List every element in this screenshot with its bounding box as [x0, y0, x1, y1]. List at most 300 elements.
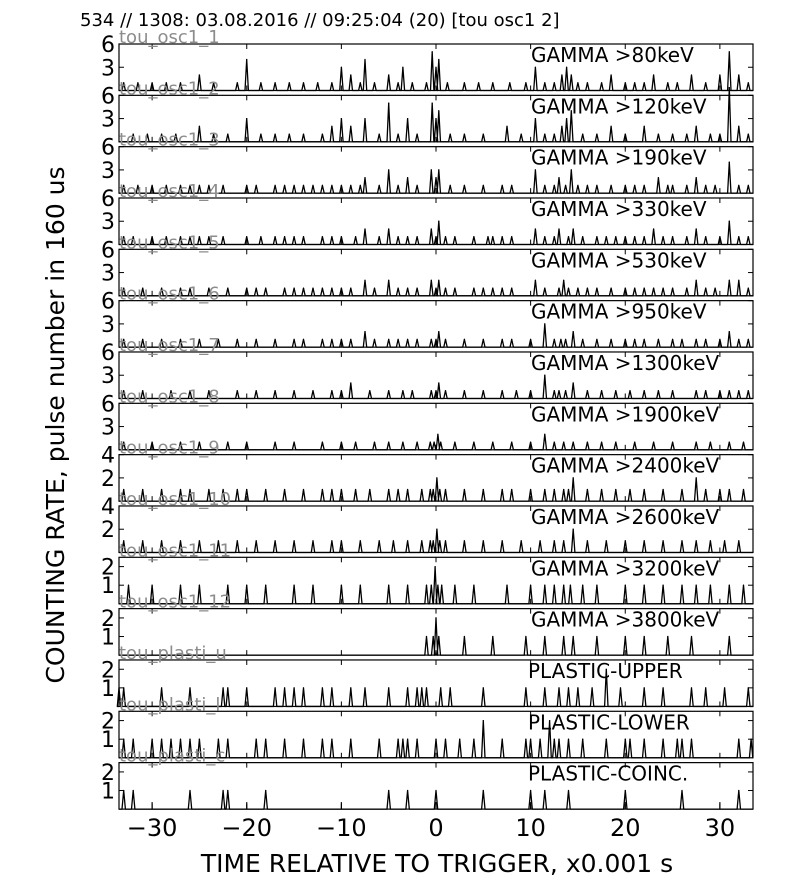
spike-tou_osc1_6-35 — [582, 339, 583, 340]
spike-tou_osc1_1-36 — [554, 82, 555, 83]
spike-tou_osc1_2-20 — [407, 118, 408, 119]
y-tick-label-tou_osc1_11-1: 2 — [101, 555, 115, 581]
spike-tou_osc1_7-25 — [530, 390, 531, 391]
spike-tou_osc1_5-21 — [398, 288, 399, 289]
spike-tou_osc1_3-54 — [715, 185, 716, 186]
spike-tou_osc1_11-31 — [681, 585, 682, 586]
spike-tou_osc1_10-8 — [275, 540, 276, 541]
spike-tou_osc1_1-46 — [644, 82, 645, 83]
spike-tou_plasti_c-10 — [530, 790, 531, 791]
spike-tou_osc1_1-16 — [350, 74, 351, 75]
channel-name-tou_osc1_3: tou_osc1_3 — [119, 129, 220, 151]
y-tick-label-tou_osc1_7-0: 3 — [101, 364, 115, 390]
spike-tou_osc1_10-14 — [379, 540, 380, 541]
spike-tou_plasti_l-2 — [152, 739, 153, 740]
spike-tou_osc1_12-13 — [667, 636, 668, 637]
spike-tou_osc1_4-37 — [554, 236, 555, 237]
panel-label-tou_osc1_2: GAMMA >120keV — [531, 94, 707, 119]
spike-tou_plasti_u-4 — [223, 687, 224, 688]
spike-tou_osc1_3-57 — [748, 185, 749, 186]
spike-tou_osc1_9-30 — [530, 489, 531, 490]
spike-tou_osc1_5-30 — [483, 288, 484, 289]
spike-tou_osc1_2-23 — [435, 118, 436, 119]
spike-tou_osc1_4-9 — [246, 236, 247, 237]
spike-tou_osc1_12-0 — [426, 636, 427, 637]
spike-tou_plasti_u-14 — [364, 687, 365, 688]
spike-tou_osc1_3-51 — [686, 185, 687, 186]
y-tick-label-tou_plasti_u-0: 1 — [101, 676, 115, 702]
spike-tou_osc1_2-15 — [350, 126, 351, 127]
spike-tou_osc1_8-17 — [437, 434, 438, 435]
y-tick-label-tou_plasti_l-1: 2 — [101, 709, 115, 735]
spike-tou_osc1_5-36 — [558, 288, 559, 289]
spike-tou_osc1_1-37 — [561, 74, 562, 75]
spike-tou_osc1_2-29 — [521, 134, 522, 135]
spike-tou_osc1_2-28 — [506, 126, 507, 127]
spike-tou_plasti_l-34 — [568, 739, 569, 740]
spike-tou_plasti_l-7 — [199, 739, 200, 740]
spike-tou_osc1_9-37 — [601, 489, 602, 490]
spike-tou_osc1_7-11 — [341, 390, 342, 391]
spike-tou_osc1_9-25 — [445, 489, 446, 490]
spike-tou_osc1_11-20 — [506, 585, 507, 586]
spike-tou_plasti_l-12 — [284, 739, 285, 740]
spike-tou_osc1_4-55 — [729, 221, 730, 222]
spike-tou_osc1_2-36 — [582, 134, 583, 135]
spike-tou_osc1_5-47 — [663, 288, 664, 289]
spike-tou_osc1_9-26 — [464, 489, 465, 490]
spike-tou_osc1_7-37 — [672, 390, 673, 391]
spike-tou_osc1_3-10 — [256, 185, 257, 186]
spike-tou_osc1_4-12 — [284, 236, 285, 237]
spike-tou_osc1_3-12 — [284, 185, 285, 186]
spike-tou_osc1_6-49 — [748, 339, 749, 340]
spike-tou_osc1_1-39 — [571, 74, 572, 75]
spike-tou_osc1_5-18 — [364, 280, 365, 281]
spike-tou_osc1_1-8 — [246, 59, 247, 60]
spike-tou_plasti_u-26 — [568, 687, 569, 688]
spike-tou_osc1_4-14 — [303, 236, 304, 237]
spike-tou_osc1_1-17 — [360, 82, 361, 83]
spike-tou_plasti_u-24 — [544, 687, 545, 688]
spike-tou_osc1_1-48 — [667, 82, 668, 83]
spike-tou_osc1_6-36 — [596, 339, 597, 340]
spike-tou_osc1_3-11 — [275, 185, 276, 186]
spike-tou_plasti_l-8 — [218, 739, 219, 740]
spike-tou_osc1_12-9 — [573, 636, 574, 637]
spike-tou_osc1_11-27 — [596, 585, 597, 586]
spike-tou_plasti_l-36 — [606, 739, 607, 740]
spike-tou_osc1_6-46 — [719, 339, 720, 340]
spike-tou_osc1_9-42 — [681, 489, 682, 490]
y-tick-label-tou_plasti_c-0: 1 — [101, 779, 115, 805]
spike-tou_osc1_9-14 — [341, 489, 342, 490]
spike-tou_osc1_4-10 — [260, 236, 261, 237]
spike-tou_osc1_3-46 — [634, 185, 635, 186]
spike-tou_osc1_1-12 — [303, 82, 304, 83]
spike-tou_osc1_5-32 — [502, 288, 503, 289]
spike-tou_osc1_1-49 — [677, 82, 678, 83]
x-tick-label-4: 10 — [515, 814, 546, 843]
spike-tou_osc1_4-29 — [454, 236, 455, 237]
spike-tou_osc1_4-39 — [568, 236, 569, 237]
spike-tou_plasti_u-13 — [350, 687, 351, 688]
spike-tou_plasti_c-9 — [483, 790, 484, 791]
spike-tou_plasti_l-41 — [677, 739, 678, 740]
spike-tou_osc1_11-21 — [530, 585, 531, 586]
spike-tou_osc1_9-45 — [719, 489, 720, 490]
spike-tou_osc1_6-45 — [705, 339, 706, 340]
spike-tou_plasti_l-32 — [554, 739, 555, 740]
spike-tou_osc1_6-18 — [398, 339, 399, 340]
spike-tou_osc1_11-19 — [473, 585, 474, 586]
spike-tou_osc1_10-10 — [312, 540, 313, 541]
spike-tou_osc1_4-40 — [573, 228, 574, 229]
spike-tou_osc1_11-28 — [625, 585, 626, 586]
spike-tou_osc1_2-46 — [719, 134, 720, 135]
spike-tou_osc1_2-6 — [227, 134, 228, 135]
spike-tou_plasti_u-22 — [483, 687, 484, 688]
spike-tou_osc1_2-39 — [625, 134, 626, 135]
spike-tou_plasti_u-7 — [275, 687, 276, 688]
spike-tou_osc1_5-40 — [587, 288, 588, 289]
spike-tou_plasti_u-18 — [421, 687, 422, 688]
spike-tou_osc1_12-5 — [492, 636, 493, 637]
spike-tou_osc1_4-17 — [341, 236, 342, 237]
spike-tou_osc1_4-44 — [615, 236, 616, 237]
spike-tou_osc1_2-14 — [341, 118, 342, 119]
spike-tou_osc1_9-11 — [303, 489, 304, 490]
spike-tou_osc1_1-10 — [275, 82, 276, 83]
spike-tou_osc1_9-29 — [511, 489, 512, 490]
spike-tou_osc1_10-6 — [237, 540, 238, 541]
spike-tou_osc1_7-17 — [431, 390, 432, 391]
spike-tou_plasti_u-8 — [284, 687, 285, 688]
spike-tou_plasti_u-20 — [440, 687, 441, 688]
spike-tou_osc1_1-19 — [374, 82, 375, 83]
spike-tou_osc1_6-15 — [364, 331, 365, 332]
spike-tou_osc1_6-14 — [350, 339, 351, 340]
y-tick-label-tou_osc1_2-0: 3 — [101, 107, 115, 133]
spike-tou_osc1_11-6 — [265, 585, 266, 586]
spike-tou_osc1_5-9 — [265, 288, 266, 289]
spike-tou_plasti_l-1 — [133, 739, 134, 740]
channel-name-tou_osc1_9: tou_osc1_9 — [119, 437, 220, 459]
spike-tou_osc1_2-37 — [596, 134, 597, 135]
spike-tou_osc1_7-9 — [312, 390, 313, 391]
spike-tou_plasti_c-5 — [265, 790, 266, 791]
spike-tou_osc1_2-10 — [289, 134, 290, 135]
spike-tou_osc1_4-13 — [294, 236, 295, 237]
y-tick-label-tou_osc1_9-1: 4 — [101, 443, 115, 469]
y-tick-label-tou_osc1_6-0: 3 — [101, 312, 115, 338]
y-tick-label-tou_plasti_l-0: 1 — [101, 728, 115, 754]
panel-stack — [101, 27, 753, 809]
spike-tou_osc1_11-8 — [312, 585, 313, 586]
spike-tou_osc1_5-46 — [653, 288, 654, 289]
spike-tou_osc1_10-23 — [464, 540, 465, 541]
spike-tou_osc1_5-31 — [492, 288, 493, 289]
x-tick-label-5: 20 — [609, 814, 641, 843]
spike-tou_osc1_5-15 — [331, 288, 332, 289]
spike-tou_osc1_8-37 — [743, 442, 744, 443]
spike-tou_osc1_3-47 — [644, 185, 645, 186]
spike-tou_osc1_7-21 — [464, 390, 465, 391]
spike-tou_osc1_1-45 — [634, 82, 635, 83]
channel-name-tou_osc1_12: tou_osc1_12 — [119, 591, 232, 613]
spike-tou_osc1_2-38 — [611, 126, 612, 127]
spike-tou_osc1_4-30 — [473, 236, 474, 237]
spike-tou_osc1_4-23 — [407, 236, 408, 237]
spike-tou_osc1_8-7 — [294, 442, 295, 443]
spike-tou_plasti_u-10 — [303, 687, 304, 688]
spike-tou_osc1_6-26 — [483, 339, 484, 340]
spike-tou_osc1_6-8 — [275, 339, 276, 340]
spike-tou_osc1_12-10 — [596, 636, 597, 637]
spike-tou_osc1_10-16 — [407, 540, 408, 541]
spike-tou_osc1_10-20 — [436, 529, 437, 530]
spike-tou_osc1_11-17 — [441, 585, 442, 586]
spike-tou_plasti_l-35 — [582, 739, 583, 740]
spike-tou_osc1_1-28 — [447, 82, 448, 83]
spike-tou_osc1_6-32 — [560, 339, 561, 340]
spike-tou_plasti_l-27 — [502, 739, 503, 740]
spike-tou_plasti_l-13 — [303, 739, 304, 740]
spike-tou_plasti_u-12 — [331, 687, 332, 688]
spike-tou_osc1_4-51 — [686, 236, 687, 237]
spike-tou_osc1_10-33 — [625, 540, 626, 541]
spike-tou_osc1_4-34 — [511, 236, 512, 237]
spike-tou_osc1_11-12 — [407, 585, 408, 586]
spike-tou_osc1_1-53 — [729, 51, 730, 52]
spike-tou_osc1_1-21 — [398, 82, 399, 83]
spike-tou_plasti_u-6 — [246, 687, 247, 688]
spike-tou_osc1_7-12 — [350, 382, 351, 383]
spike-tou_plasti_c-6 — [388, 790, 389, 791]
spike-tou_osc1_6-12 — [331, 339, 332, 340]
spike-tou_osc1_5-7 — [246, 288, 247, 289]
spike-tou_osc1_5-44 — [634, 288, 635, 289]
y-tick-label-tou_plasti_u-1: 2 — [101, 658, 115, 684]
spike-tou_osc1_5-39 — [577, 288, 578, 289]
channel-name-tou_osc1_5: tou_osc1_5 — [119, 232, 220, 254]
spike-tou_plasti_c-3 — [223, 790, 224, 791]
spike-tou_osc1_8-26 — [563, 442, 564, 443]
spike-tou_osc1_5-52 — [715, 288, 716, 289]
spike-tou_osc1_10-12 — [341, 540, 342, 541]
spike-tou_osc1_2-32 — [554, 134, 555, 135]
spike-tou_osc1_3-8 — [223, 185, 224, 186]
spike-tou_osc1_1-18 — [364, 59, 365, 60]
spike-tou_plasti_l-33 — [558, 739, 559, 740]
spike-tou_osc1_1-26 — [435, 67, 436, 68]
spike-tou_osc1_12-8 — [563, 636, 564, 637]
y-tick-label-tou_osc1_6-1: 6 — [101, 289, 115, 315]
spike-tou_osc1_5-55 — [748, 288, 749, 289]
spike-tou_osc1_2-47 — [729, 87, 730, 88]
spike-tou_osc1_11-35 — [743, 585, 744, 586]
spike-tou_plasti_l-17 — [379, 739, 380, 740]
channel-name-tou_osc1_4: tou_osc1_4 — [119, 180, 220, 202]
spike-tou_osc1_2-18 — [388, 103, 389, 104]
spike-tou_osc1_10-11 — [331, 540, 332, 541]
spike-tou_osc1_9-9 — [265, 489, 266, 490]
spike-tou_plasti_u-15 — [388, 687, 389, 688]
spike-tou_plasti_l-23 — [445, 739, 446, 740]
spike-tou_osc1_12-11 — [625, 636, 626, 637]
spike-tou_osc1_12-3 — [438, 636, 439, 637]
spike-tou_plasti_u-16 — [407, 687, 408, 688]
spike-tou_plasti_l-9 — [227, 739, 228, 740]
spike-tou_osc1_3-19 — [350, 185, 351, 186]
spike-tou_osc1_4-48 — [653, 228, 654, 229]
spike-tou_osc1_7-30 — [573, 382, 574, 383]
spike-tou_osc1_7-33 — [615, 390, 616, 391]
y-tick-label-tou_osc1_2-1: 6 — [101, 84, 115, 110]
spike-tou_osc1_10-38 — [710, 540, 711, 541]
spike-tou_plasti_l-19 — [402, 739, 403, 740]
channel-name-tou_plasti_c: tou_plasti_c — [119, 745, 226, 767]
spike-tou_plasti_l-24 — [459, 739, 460, 740]
y-tick-label-tou_osc1_12-1: 2 — [101, 606, 115, 632]
spike-tou_osc1_1-33 — [525, 82, 526, 83]
spike-tou_osc1_4-27 — [438, 221, 439, 222]
spike-tou_osc1_10-9 — [294, 540, 295, 541]
spike-tou_osc1_11-23 — [554, 585, 555, 586]
spike-tou_osc1_6-6 — [237, 339, 238, 340]
spike-tou_osc1_5-24 — [431, 280, 432, 281]
x-tick-label-1: −20 — [221, 814, 273, 843]
spike-tou_osc1_2-48 — [738, 126, 739, 127]
spike-tou_osc1_1-14 — [331, 82, 332, 83]
spike-tou_osc1_3-15 — [312, 185, 313, 186]
spike-tou_osc1_9-28 — [502, 489, 503, 490]
spike-tou_osc1_8-28 — [587, 442, 588, 443]
spike-tou_osc1_3-25 — [407, 177, 408, 178]
spike-tou_osc1_9-38 — [615, 489, 616, 490]
spike-tou_osc1_6-48 — [738, 339, 739, 340]
channel-name-tou_plasti_l: tou_plasti_l — [119, 694, 221, 716]
spike-tou_osc1_8-6 — [275, 442, 276, 443]
spike-tou_osc1_5-19 — [374, 288, 375, 289]
spike-tou_osc1_6-42 — [672, 339, 673, 340]
spike-tou_osc1_7-18 — [435, 390, 436, 391]
spike-tou_osc1_3-55 — [729, 162, 730, 163]
spike-tou_osc1_4-25 — [431, 228, 432, 229]
spike-tou_osc1_5-50 — [696, 280, 697, 281]
spike-tou_osc1_4-42 — [596, 236, 597, 237]
channel-name-tou_osc1_7: tou_osc1_7 — [119, 334, 220, 356]
spike-tou_osc1_11-33 — [710, 585, 711, 586]
spike-tou_osc1_1-20 — [388, 74, 389, 75]
spike-tou_osc1_5-6 — [227, 288, 228, 289]
spike-tou_osc1_2-43 — [686, 134, 687, 135]
spike-tou_osc1_5-22 — [407, 288, 408, 289]
spike-tou_osc1_8-5 — [246, 442, 247, 443]
spike-tou_osc1_2-44 — [696, 126, 697, 127]
panel-label-tou_osc1_8: GAMMA >1900keV — [531, 402, 720, 427]
spike-tou_osc1_1-44 — [625, 82, 626, 83]
spike-tou_osc1_4-32 — [492, 236, 493, 237]
spike-tou_osc1_9-7 — [237, 489, 238, 490]
spike-tou_osc1_10-17 — [421, 540, 422, 541]
spike-tou_osc1_1-7 — [237, 82, 238, 83]
spike-tou_osc1_1-9 — [260, 82, 261, 83]
spike-tou_plasti_l-26 — [483, 720, 484, 721]
spike-tou_osc1_6-47 — [729, 331, 730, 332]
spike-tou_osc1_3-36 — [544, 185, 545, 186]
spike-tou_osc1_3-13 — [294, 185, 295, 186]
x-tick-label-6: 30 — [704, 814, 736, 843]
spike-tou_osc1_1-50 — [691, 74, 692, 75]
spike-tou_osc1_1-42 — [601, 82, 602, 83]
spike-tou_osc1_3-26 — [417, 185, 418, 186]
spike-tou_osc1_4-8 — [223, 236, 224, 237]
spike-tou_plasti_c-14 — [681, 790, 682, 791]
spike-tou_osc1_12-6 — [525, 636, 526, 637]
spike-tou_plasti_l-11 — [265, 739, 266, 740]
spike-tou_osc1_1-41 — [587, 82, 588, 83]
spike-tou_osc1_5-25 — [435, 288, 436, 289]
spike-tou_osc1_4-24 — [417, 236, 418, 237]
spike-tou_osc1_7-16 — [412, 390, 413, 391]
spike-tou_plasti_l-42 — [681, 739, 682, 740]
spike-tou_plasti_l-22 — [435, 739, 436, 740]
spike-tou_osc1_8-16 — [434, 442, 435, 443]
x-tick-label-3: 0 — [428, 814, 444, 843]
spike-tou_osc1_9-17 — [388, 489, 389, 490]
spike-tou_plasti_u-31 — [644, 687, 645, 688]
channel-name-tou_osc1_11: tou_osc1_11 — [119, 540, 232, 562]
spike-tou_osc1_3-23 — [388, 169, 389, 170]
spike-tou_osc1_12-12 — [644, 636, 645, 637]
channel-name-tou_plasti_u: tou_plasti_u — [119, 642, 227, 664]
spike-tou_plasti_u-35 — [724, 687, 725, 688]
spike-tou_osc1_7-5 — [237, 390, 238, 391]
spike-tou_osc1_3-42 — [587, 185, 588, 186]
y-tick-label-tou_osc1_8-1: 6 — [101, 392, 115, 418]
spike-tou_osc1_10-19 — [433, 540, 434, 541]
spike-tou_osc1_3-32 — [483, 185, 484, 186]
spike-tou_osc1_2-31 — [544, 134, 545, 135]
spike-tou_osc1_2-42 — [672, 134, 673, 135]
spike-tou_osc1_10-34 — [644, 540, 645, 541]
spike-tou_plasti_l-16 — [350, 739, 351, 740]
spike-tou_osc1_7-34 — [629, 390, 630, 391]
spike-tou_osc1_1-24 — [426, 82, 427, 83]
spike-tou_osc1_4-56 — [738, 236, 739, 237]
y-tick-label-tou_osc1_5-1: 6 — [101, 238, 115, 264]
spike-tou_osc1_1-15 — [341, 67, 342, 68]
spike-tou_osc1_1-35 — [544, 82, 545, 83]
spike-tou_osc1_2-40 — [644, 126, 645, 127]
spike-tou_plasti_u-23 — [525, 687, 526, 688]
spike-tou_osc1_7-43 — [748, 390, 749, 391]
panel-label-tou_osc1_11: GAMMA >3200keV — [531, 556, 720, 581]
panel-label-tou_osc1_6: GAMMA >950keV — [531, 299, 707, 324]
panel-label-tou_osc1_12: GAMMA >3800keV — [531, 607, 720, 632]
spike-tou_osc1_2-12 — [322, 134, 323, 135]
spike-tou_osc1_8-21 — [492, 442, 493, 443]
spike-tou_osc1_3-44 — [611, 185, 612, 186]
spike-tou_osc1_2-21 — [417, 134, 418, 135]
spike-tou_osc1_6-19 — [407, 339, 408, 340]
spike-tou_osc1_4-49 — [663, 236, 664, 237]
spike-tou_osc1_8-20 — [473, 442, 474, 443]
spike-tou_osc1_11-30 — [663, 585, 664, 586]
spike-tou_plasti_l-5 — [180, 739, 181, 740]
spike-tou_osc1_9-33 — [563, 489, 564, 490]
